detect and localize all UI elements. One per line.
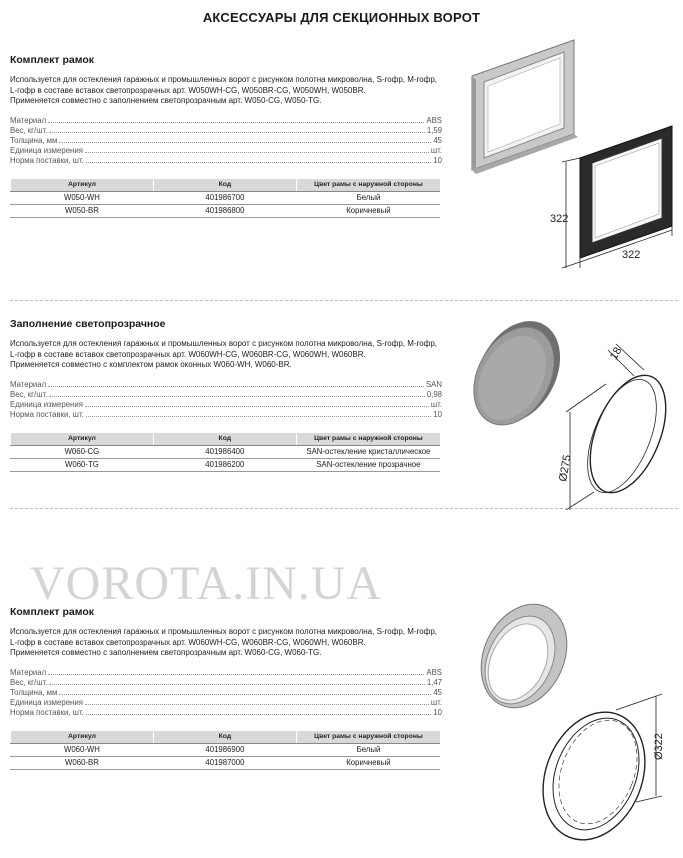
- dimension-width-label: 322: [622, 249, 641, 261]
- spec-name: Единица измерения: [10, 145, 83, 155]
- spec-row: [10, 156, 442, 166]
- spec-row: [10, 136, 442, 146]
- spec-name: Вес, кг/шт.: [10, 389, 48, 399]
- spec-row: [10, 668, 442, 678]
- spec-value: шт.: [430, 697, 442, 707]
- table-header-row: [11, 731, 441, 744]
- article-table: [10, 731, 440, 770]
- spec-value: 10: [433, 707, 442, 717]
- cell-color: Белый: [296, 191, 440, 204]
- round-frame-illustration: [466, 600, 678, 852]
- spec-value: 0,98: [426, 389, 442, 399]
- spec-row: [10, 688, 442, 698]
- cell-color: Коричневый: [296, 756, 440, 769]
- section-divider: [10, 300, 678, 301]
- column-header-article: Артикул: [11, 731, 154, 744]
- round-frame-grey-image: [466, 600, 583, 722]
- cell-article: W060-TG: [11, 458, 154, 471]
- column-header-color: Цвет рамы с наружной стороны: [296, 179, 440, 192]
- section-note: Применяется совместно с заполнением светопрозрачным арт. W050-CG, W050-TG.: [10, 96, 322, 105]
- article-table: [10, 433, 440, 472]
- section-description: Используется для остекления гаражных и промышленных ворот с рисунком полотна микроволна, S-гофр, M-гофр, L-гофр в составе вставок светопрозрачных арт. W060WH-CG, W060BR-CG, W060WH, W060BR.: [10, 627, 438, 647]
- spec-value: 10: [433, 155, 442, 165]
- spec-value: шт.: [430, 145, 442, 155]
- cell-article: W060-WH: [11, 743, 154, 756]
- cell-article: W050-WH: [11, 191, 154, 204]
- section-note: Применяется совместно с комплектом рамок оконных W060-WH, W060-BR.: [10, 360, 292, 369]
- section-description: Используется для остекления гаражных и промышленных ворот с рисунком полотна микроволна, S-гофр, M-гофр, L-гофр в составе вставок светопрозрачных арт. W050WH-CG, W050BR-CG, W050WH, W050BR.: [10, 75, 438, 95]
- spec-name: Вес, кг/шт.: [10, 125, 48, 135]
- spec-list: [10, 668, 442, 718]
- spec-name: Материал: [10, 379, 47, 389]
- spec-list: [10, 116, 442, 166]
- section-note: Применяется совместно с заполнением светопрозрачным арт. W060-CG, W060-TG.: [10, 648, 322, 657]
- watermark-text: VOROTA.IN.UA: [30, 557, 383, 610]
- spec-row: [10, 380, 442, 390]
- cell-article: W060-BR: [11, 756, 154, 769]
- spec-value: 1,59: [426, 125, 442, 135]
- spec-value: ABS: [426, 667, 442, 677]
- section-divider: [10, 508, 678, 509]
- spec-name: Толщина, мм: [10, 135, 58, 145]
- spec-value: 45: [433, 687, 442, 697]
- table-row: [11, 191, 441, 204]
- spec-name: Материал: [10, 115, 47, 125]
- column-header-article: Артикул: [11, 433, 154, 446]
- dimension-height-label: 322: [550, 213, 569, 225]
- spec-value: ABS: [426, 115, 442, 125]
- table-row: [11, 756, 441, 769]
- cell-code: 401987000: [153, 756, 296, 769]
- spec-row: [10, 410, 442, 420]
- column-header-code: Код: [153, 433, 296, 446]
- section-frame-kit-w050: [10, 54, 442, 218]
- spec-value: 45: [433, 135, 442, 145]
- section-description: Используется для остекления гаражных и промышленных ворот с рисунком полотна микроволна, S-гофр, M-гофр, L-гофр в составе вставок светопрозрачных арт. W060WH-CG, W060BR-CG, W060WH, W060BR.: [10, 339, 438, 359]
- table-row: [11, 458, 441, 471]
- article-table: [10, 179, 440, 218]
- section-frame-kit-w060: [10, 606, 442, 770]
- dimension-diameter-label: Ø275: [557, 453, 574, 483]
- spec-value: 1,47: [426, 677, 442, 687]
- spec-name: Вес, кг/шт.: [10, 677, 48, 687]
- cell-color: Белый: [296, 743, 440, 756]
- column-header-code: Код: [153, 731, 296, 744]
- table-row: [11, 204, 441, 217]
- spec-row: [10, 698, 442, 708]
- section-title: Заполнение светопрозрачное: [10, 318, 166, 330]
- cell-color: SAN-остекление кристаллическое: [296, 445, 440, 458]
- square-frame-illustration: [462, 36, 678, 278]
- cell-code: 401986400: [153, 445, 296, 458]
- spec-name: Единица измерения: [10, 697, 83, 707]
- cell-code: 401986200: [153, 458, 296, 471]
- spec-row: [10, 678, 442, 688]
- cell-code: 401986700: [153, 191, 296, 204]
- spec-name: Норма поставки, шт.: [10, 155, 84, 165]
- section-glazing-fill: [10, 318, 442, 472]
- round-glazing-drawing: [566, 344, 678, 510]
- spec-row: [10, 400, 442, 410]
- spec-row: [10, 126, 442, 136]
- spec-name: Толщина, мм: [10, 687, 58, 697]
- spec-value: шт.: [430, 399, 442, 409]
- column-header-article: Артикул: [11, 179, 154, 192]
- table-row: [11, 743, 441, 756]
- cell-article: W050-BR: [11, 204, 154, 217]
- spec-row: [10, 146, 442, 156]
- table-row: [11, 445, 441, 458]
- spec-list: [10, 380, 442, 420]
- table-header-row: [11, 179, 441, 192]
- round-glazing-photo: [466, 314, 577, 439]
- cell-color: SAN-остекление прозрачное: [296, 458, 440, 471]
- spec-name: Единица измерения: [10, 399, 83, 409]
- dimension-diameter-label: Ø322: [653, 733, 665, 760]
- spec-value: 10: [433, 409, 442, 419]
- column-header-color: Цвет рамы с наружной стороны: [296, 433, 440, 446]
- cell-code: 401986900: [153, 743, 296, 756]
- round-glazing-illustration: [466, 314, 678, 510]
- spec-row: [10, 116, 442, 126]
- square-frame-black-image: [580, 126, 672, 258]
- square-frame-grey-image: [472, 40, 578, 174]
- spec-row: [10, 708, 442, 718]
- cell-article: W060-CG: [11, 445, 154, 458]
- spec-name: Норма поставки, шт.: [10, 409, 84, 419]
- cell-code: 401986800: [153, 204, 296, 217]
- table-header-row: [11, 433, 441, 446]
- column-header-code: Код: [153, 179, 296, 192]
- round-frame-drawing: [525, 694, 663, 852]
- column-header-color: Цвет рамы с наружной стороны: [296, 731, 440, 744]
- section-title: Комплект рамок: [10, 54, 95, 66]
- dimension-thickness-label: 18: [607, 345, 625, 362]
- spec-value: SAN: [425, 379, 442, 389]
- spec-name: Норма поставки, шт.: [10, 707, 84, 717]
- cell-color: Коричневый: [296, 204, 440, 217]
- spec-name: Материал: [10, 667, 47, 677]
- section-title: Комплект рамок: [10, 606, 95, 618]
- spec-row: [10, 390, 442, 400]
- page-title: АКСЕССУАРЫ ДЛЯ СЕКЦИОННЫХ ВОРОТ: [202, 10, 481, 25]
